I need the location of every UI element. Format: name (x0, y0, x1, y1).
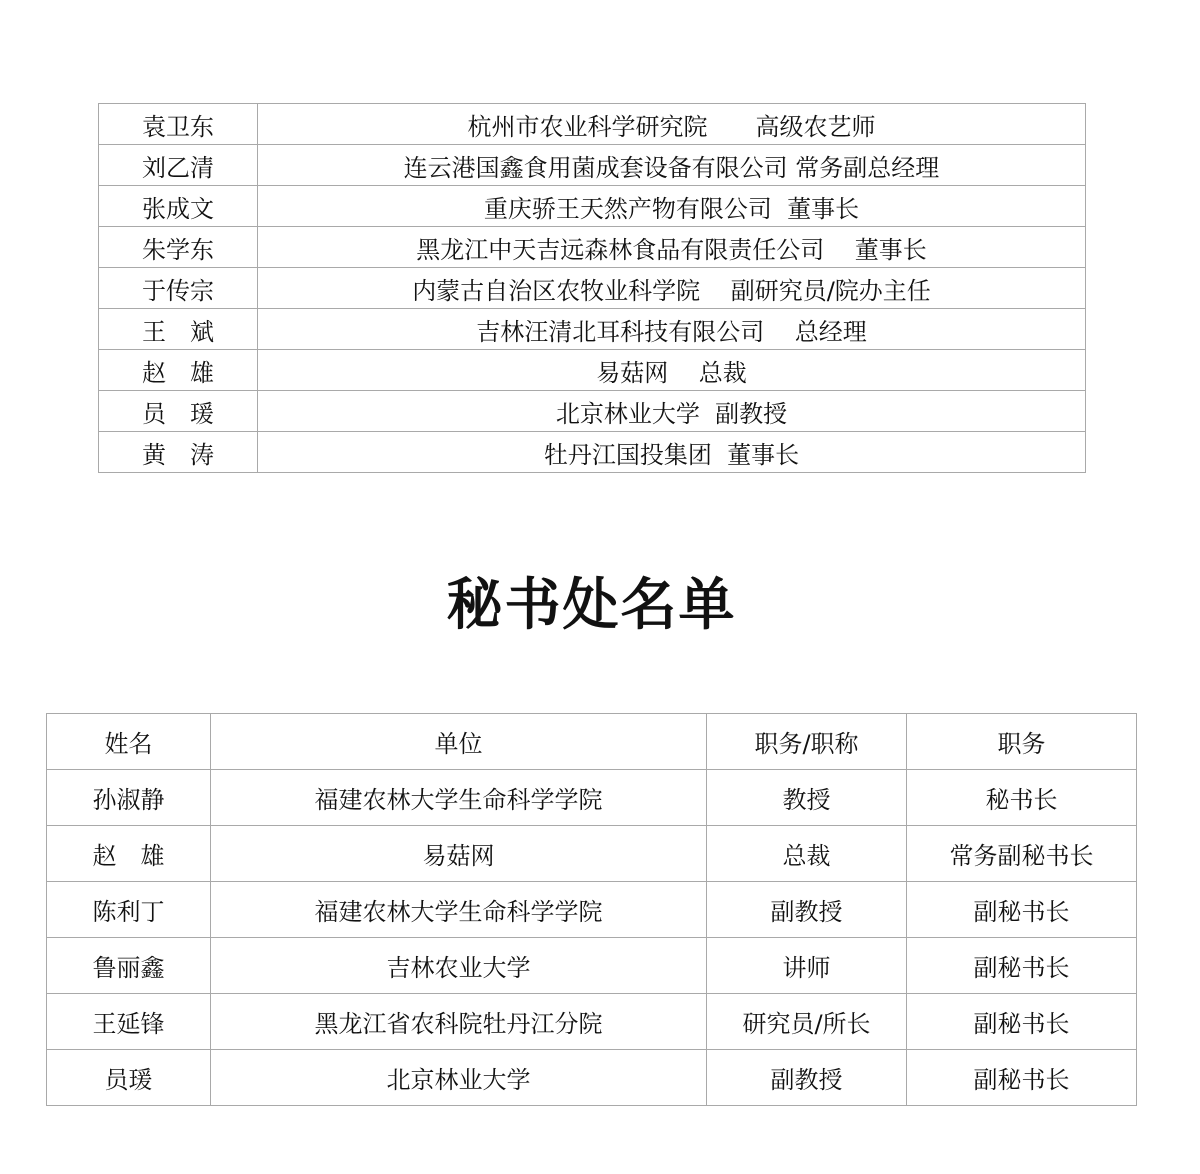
director-name: 员 瑗 (99, 391, 258, 432)
header-role: 职务 (907, 714, 1137, 770)
director-name: 刘乙清 (99, 145, 258, 186)
member-position-title: 副教授 (707, 1050, 907, 1106)
director-detail: 黑龙江中天吉远森林食品有限责任公司 董事长 (258, 227, 1086, 268)
table-row (99, 391, 1086, 432)
member-role: 副秘书长 (907, 1050, 1137, 1106)
member-position-title: 总裁 (707, 826, 907, 882)
member-name: 王延锋 (47, 994, 211, 1050)
table-row (99, 268, 1086, 309)
table-row (99, 309, 1086, 350)
member-position-title: 讲师 (707, 938, 907, 994)
director-name: 赵 雄 (99, 350, 258, 391)
director-detail: 易菇网 总裁 (258, 350, 1086, 391)
member-position-title: 教授 (707, 770, 907, 826)
page-title: 秘书处名单 (446, 573, 737, 638)
table-row (99, 145, 1086, 186)
member-position-title: 研究员/所长 (707, 994, 907, 1050)
member-unit: 福建农林大学生命科学学院 (211, 770, 707, 826)
table-row (99, 432, 1086, 473)
director-detail: 杭州市农业科学研究院 高级农艺师 (258, 104, 1086, 145)
secretariat-table (46, 713, 1137, 1106)
table-row (99, 104, 1086, 145)
member-unit: 易菇网 (211, 826, 707, 882)
member-role: 副秘书长 (907, 994, 1137, 1050)
table-row (47, 1050, 1137, 1106)
directors-table (98, 103, 1086, 473)
header-name: 姓名 (47, 714, 211, 770)
table-row (47, 826, 1137, 882)
table-row (99, 186, 1086, 227)
director-detail: 北京林业大学 副教授 (258, 391, 1086, 432)
director-name: 于传宗 (99, 268, 258, 309)
member-unit: 北京林业大学 (211, 1050, 707, 1106)
member-unit: 黑龙江省农科院牡丹江分院 (211, 994, 707, 1050)
table-row (99, 227, 1086, 268)
director-detail: 牡丹江国投集团 董事长 (258, 432, 1086, 473)
member-name: 鲁丽鑫 (47, 938, 211, 994)
header-position-title: 职务/职称 (707, 714, 907, 770)
member-role: 副秘书长 (907, 938, 1137, 994)
director-detail: 内蒙古自治区农牧业科学院 副研究员/院办主任 (258, 268, 1086, 309)
member-role: 副秘书长 (907, 882, 1137, 938)
table-row (47, 938, 1137, 994)
header-unit: 单位 (211, 714, 707, 770)
director-name: 黄 涛 (99, 432, 258, 473)
table-row (99, 350, 1086, 391)
table-header-row (47, 714, 1137, 770)
director-name: 王 斌 (99, 309, 258, 350)
member-name: 孙淑静 (47, 770, 211, 826)
table-row (47, 770, 1137, 826)
table-row (47, 882, 1137, 938)
member-unit: 吉林农业大学 (211, 938, 707, 994)
member-name: 陈利丁 (47, 882, 211, 938)
member-name: 员瑗 (47, 1050, 211, 1106)
director-name: 张成文 (99, 186, 258, 227)
member-unit: 福建农林大学生命科学学院 (211, 882, 707, 938)
director-detail: 连云港国鑫食用菌成套设备有限公司 常务副总经理 (258, 145, 1086, 186)
member-name: 赵 雄 (47, 826, 211, 882)
member-position-title: 副教授 (707, 882, 907, 938)
director-name: 朱学东 (99, 227, 258, 268)
director-name: 袁卫东 (99, 104, 258, 145)
director-detail: 重庆骄王天然产物有限公司 董事长 (258, 186, 1086, 227)
director-detail: 吉林汪清北耳科技有限公司 总经理 (258, 309, 1086, 350)
table-row (47, 994, 1137, 1050)
member-role: 常务副秘书长 (907, 826, 1137, 882)
member-role: 秘书长 (907, 770, 1137, 826)
